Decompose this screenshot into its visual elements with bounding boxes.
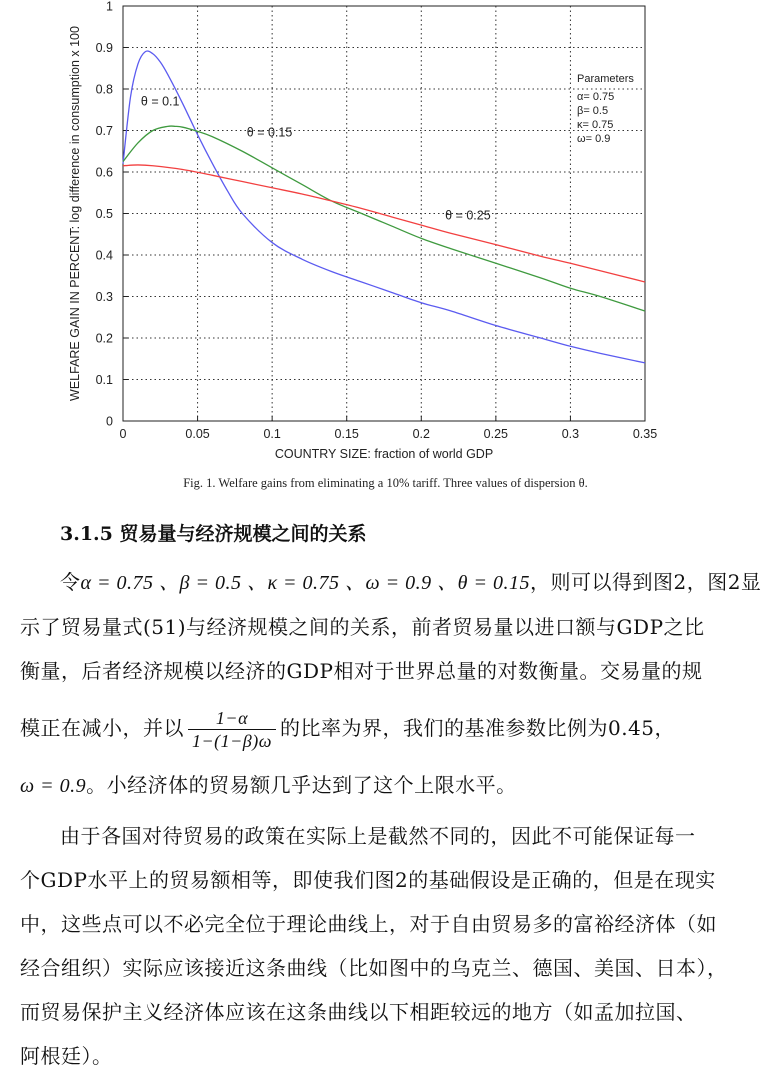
para1-line-2: 示了贸易量式(51)与经济规模之间的关系，前者贸易量以进口额与GDP之比 <box>20 615 705 639</box>
fraction-numerator: 1−α <box>188 707 276 730</box>
y-tick-label: 0.5 <box>95 207 113 221</box>
paragraph-1 <box>0 560 771 808</box>
x-tick-label: 0.25 <box>483 427 509 441</box>
para1-line-4 <box>0 693 771 763</box>
x-tick-label: 0.35 <box>632 427 658 441</box>
parameters-title: Parameters <box>577 73 634 85</box>
y-tick-label: 0.4 <box>95 248 113 263</box>
para2-line-3: 中，这些点可以不必完全位于理论曲线上，对于自由贸易多的富裕经济体（如 <box>20 912 717 936</box>
y-tick-label: 0 <box>106 414 113 429</box>
chart-series <box>123 51 645 363</box>
para1-after-math: ，则可以得到图2，图2显 <box>529 570 762 594</box>
series-line-1 <box>123 51 645 363</box>
x-axis-label: COUNTRY SIZE: fraction of world GDP <box>274 447 494 461</box>
x-tick-label: 0.15 <box>334 427 359 441</box>
figure-caption: Fig. 1. Welfare gains from eliminating a 10% tariff. Three values of dispersion θ. <box>183 476 588 490</box>
welfare-gains-chart <box>0 0 771 470</box>
chart-ticks <box>96 0 658 441</box>
ratio-fraction <box>188 707 276 752</box>
x-tick-label: 0.2 <box>412 427 430 441</box>
curve-label-2: θ = 0.15 <box>246 125 293 140</box>
para1-math-params: α = 0.75 、β = 0.5 、κ = 0.75 、ω = 0.9 、θ = 0.15 <box>80 572 530 594</box>
curve-label-3: θ = 0.25 <box>445 208 491 223</box>
y-tick-label: 0.3 <box>95 290 113 304</box>
para2-line-5: 而贸易保护主义经济体应该在这条曲线以下相距较远的地方（如孟加拉国、 <box>20 1000 697 1024</box>
parameter-value: κ= 0.75 <box>577 119 614 131</box>
para2-line-4: 经合组织）实际应该接近这条曲线（比如图中的乌克兰、德国、美国、日本）， <box>20 956 728 980</box>
curve-labels <box>141 95 491 223</box>
x-tick-label: 0 <box>119 427 127 441</box>
para2-line-1: 由于各国对待贸易的政策在实际上是截然不同的，因此不可能保证每一 <box>60 824 696 848</box>
x-tick-label: 0.1 <box>263 427 281 441</box>
para1-omega-value: ω = 0.9 <box>20 775 87 797</box>
para1-line-4-post: 的比率为界，我们的基准参数比例为0.45， <box>279 716 675 740</box>
para1-line-3: 衡量，后者经济规模以经济的GDP相对于世界总量的对数衡量。交易量的规 <box>20 659 703 683</box>
para1-line-4-pre: 模正在减小，并以 <box>20 716 184 740</box>
para1-line-5-text: 。小经济体的贸易额几乎达到了这个上限水平。 <box>86 773 517 797</box>
chart-grid <box>123 6 645 421</box>
paragraph-2 <box>0 814 771 1078</box>
parameters-legend <box>577 73 634 145</box>
x-tick-label: 0.3 <box>561 427 580 441</box>
para1-line-5 <box>0 763 771 808</box>
x-tick-label: 0.05 <box>185 427 210 441</box>
para1-lead: 令 <box>60 570 81 594</box>
section-heading: 3.1.5 贸易量与经济规模之间的关系 <box>60 523 367 545</box>
y-tick-label: 0.6 <box>95 165 113 180</box>
curve-label-1: θ = 0.1 <box>140 94 180 109</box>
para2-line-2: 个GDP水平上的贸易额相等，即使我们图2的基础假设是正确的，但是在现实 <box>20 868 716 892</box>
fraction-denominator: 1−(1−β)ω <box>192 731 272 751</box>
parameter-value: α= 0.75 <box>577 91 615 103</box>
y-tick-label: 0.2 <box>95 331 113 346</box>
para2-line-6: 阿根廷）。 <box>20 1044 113 1068</box>
y-tick-label: 0.9 <box>95 41 113 55</box>
para1-line-1 <box>0 560 771 605</box>
y-tick-label: 1 <box>106 0 113 14</box>
y-tick-label: 0.1 <box>95 373 113 387</box>
parameter-value: ω= 0.9 <box>577 133 611 145</box>
y-tick-label: 0.8 <box>95 82 113 97</box>
y-tick-label: 0.7 <box>95 124 113 138</box>
series-line-2 <box>123 126 645 311</box>
y-axis-label: WELFARE GAIN IN PERCENT: log difference in consumption x 100 <box>68 26 82 401</box>
parameter-value: β= 0.5 <box>577 105 609 117</box>
